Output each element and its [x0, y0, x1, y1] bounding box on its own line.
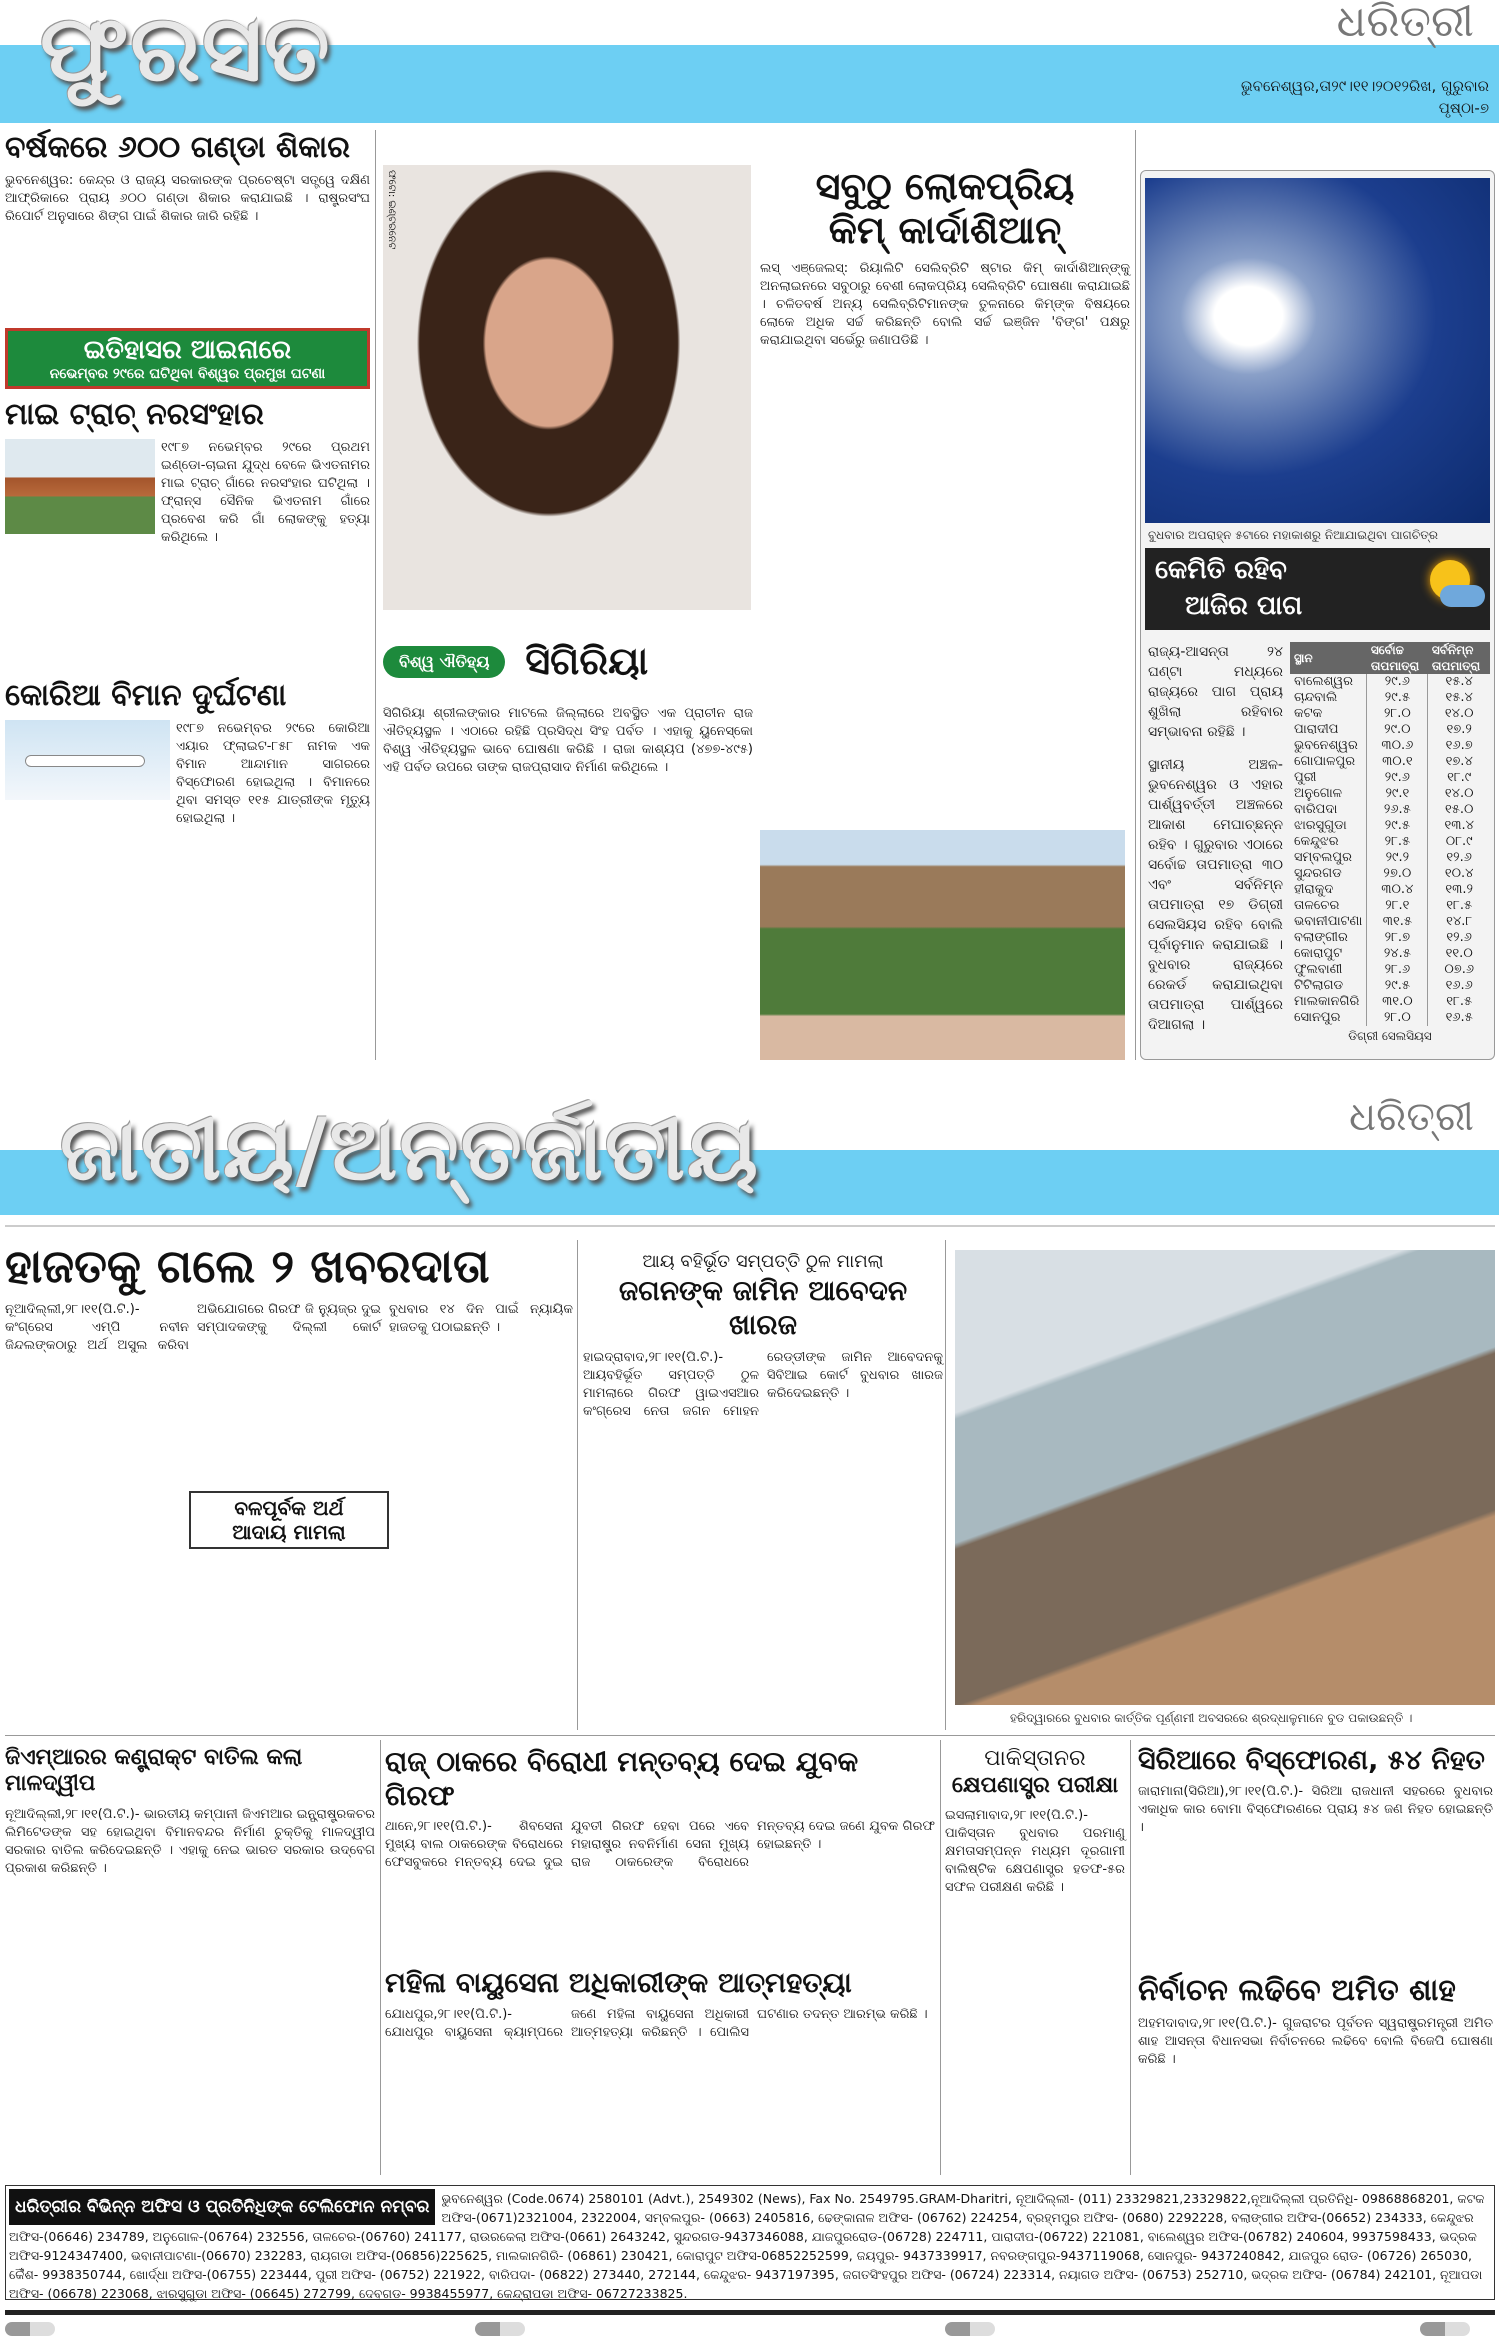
temperature-row: [1290, 850, 1490, 866]
body-mahila: ଯୋଧପୁର,୨୮।୧୧(ପି.ଟି.)- ଯୋଧପୁର ବାୟୁସେନା କ୍ୟାମ୍ପରେ ଜଣେ ମହିଳା ବାୟୁସେନା ଅଧିକାରୀ ଆତ୍ମହତ୍ୟା କରିଛନ୍ତି । ପୋଲିସ ଘଟଣାର ତଦନ୍ତ ଆରମ୍ଭ କରିଛି ।: [385, 2006, 928, 2040]
photo-credit: ଫଟୋ: ଇଣ୍ଟରନେଟ: [386, 170, 397, 250]
max-temp: ୨୯.୫: [1367, 690, 1428, 706]
city-name: ମାଲକାନଗିରି: [1294, 994, 1360, 1009]
divider: [945, 1240, 946, 1730]
min-temp: ୧୫.୪: [1428, 690, 1490, 706]
temperature-table-header: ସ୍ଥାନ: [1294, 651, 1313, 665]
kicker-jagan: ଆୟ ବହିର୍ଭୂତ ସମ୍ପତ୍ତି ଠୁଳ ମାମଲା: [642, 1251, 884, 1272]
temperature-row: [1290, 866, 1490, 882]
min-temp: ୧୩.୨: [1428, 882, 1490, 898]
temperature-row: [1290, 978, 1490, 994]
subhead-line1: ବଳପୂର୍ବକ ଅର୍ଥ: [234, 1495, 344, 1520]
body-korea: ୧୯୮୭ ନଭେମ୍ବର ୨୯ରେ କୋରିଆ ଏୟାର ଫ୍ଲାଇଟ-୮୫୮ ନାମକ ଏକ ବିମାନ ଆନ୍ଦାମାନ ସାଗରରେ ବିସ୍ଫୋରଣ ହୋଇଥିଲା । ବିମାନରେ ଥିବା ସମସ୍ତ ୧୧୫ ଯାତ୍ରୀଙ୍କ ମୃତ୍ୟୁ ହୋଇଥିଲା ।: [176, 721, 370, 826]
body-jagan: ହାଇଦ୍ରାବାଦ,୨୮।୧୧(ପି.ଟି.)- ଆୟବହିର୍ଭୂତ ସମ୍ପତ୍ତି ଠୁଳ ମାମଲାରେ ଗିରଫ ୱାଇଏସଆର କଂଗ୍ରେସ ନେତା ଜଗନ ମୋହନ ରେଡ୍ଡୀଙ୍କ ଜାମିନ ଆବେଦନକୁ ସିବିଆଇ କୋର୍ଟ ବୁଧବାର ଖାରଜ କରିଦେଇଛନ୍ତି ।: [583, 1350, 943, 1420]
min-temp: ୧୭.୪: [1428, 754, 1490, 770]
temperature-table: [1290, 642, 1490, 1026]
body-kim: ଲସ୍ ଏଞ୍ଜେଲସ୍: ରିୟାଲିଟି ସେଲିବ୍ରିଟି ଷ୍ଟାର କିମ୍ କାର୍ଦାଶିଆନ୍ଙ୍କୁ ଅନଲାଇନରେ ସବୁଠାରୁ ବେଶୀ ଲୋକପ୍ରିୟ ସେଲିବ୍ରିଟି ଘୋଷଣା କରାଯାଇଛି । ଚଳିତବର୍ଷ ଅନ୍ୟ ସେଲିବ୍ରିଟିମାନଙ୍କ ତୁଳନାରେ କିମ୍ଙ୍କ ବିଷୟରେ ଲୋକେ ଅଧିକ ସର୍ଚ୍ଚ କରିଛନ୍ତି ବୋଲି ସର୍ଚ୍ଚ ଇଞ୍ଜିନ 'ବିଙ୍ଗ' ପକ୍ଷରୁ କରାଯାଇଥିବା ସର୍ଭେରୁ ଜଣାପଡିଛି ।: [760, 261, 1130, 349]
min-temp: ୧୬.୫: [1428, 1010, 1490, 1026]
weather-state-forecast: ରାଜ୍ୟ-ଆସନ୍ତା ୨୪ ଘଣ୍ଟା ମଧ୍ୟରେ ରାଜ୍ୟରେ ପାଗ ପ୍ରାୟ ଶୁଖିଲା ରହିବାର ସମ୍ଭାବନା ରହିଛି ।: [1148, 644, 1283, 740]
body-raj: ଥାନେ,୨୮।୧୧(ପି.ଟି.)- ଶିବସେନା ମୁଖ୍ୟ ବାଲ ଠାକରେଙ୍କ ବିରୋଧରେ ଫେସବୁକରେ ମନ୍ତବ୍ୟ ଦେଇ ଦୁଇ ଯୁବତୀ ଗିରଫ ହେବା ପରେ ଏବେ ମହାରାଷ୍ଟ୍ର ନବନିର୍ମାଣ ସେନା ମୁଖ୍ୟ ରାଜ ଠାକରେଙ୍କ ବିରୋଧରେ ମନ୍ତବ୍ୟ ଦେଇ ଜଣେ ଯୁବକ ଗିରଫ ହୋଇଛନ୍ତି ।: [385, 1819, 935, 1871]
divider: [375, 130, 376, 1060]
divider: [940, 1740, 941, 2175]
headline-kim-line2: କିମ୍ କାର୍ଦାଶିଆନ୍: [828, 207, 1062, 252]
divider: [5, 1225, 1495, 1227]
divider: [1130, 1740, 1131, 2175]
max-temp: ୨୯.୧: [1367, 786, 1428, 802]
headline-amit: ନିର୍ବାଚନ ଲଢିବେ ଅମିତ ଶାହ: [1138, 1973, 1456, 2008]
city-name: ହୀରାକୁଦ: [1294, 882, 1334, 897]
max-temp: ୨୭.୦: [1367, 866, 1428, 882]
temperature-row: [1290, 930, 1490, 946]
body-mylai-cont: [5, 534, 370, 674]
page-marks: [0, 2322, 1499, 2336]
headline-mylai: ମାଇ ଟ୍ରାଚ୍ ନରସଂହାର: [5, 397, 264, 432]
map-caption: ବୁଧବାର ଅପରାହ୍ନ ୫ଟାରେ ମହାକାଶରୁ ନିଆଯାଇଥିବା ପାଗଚିତ୍ର: [1148, 528, 1438, 542]
min-temp: ୧୪.୦: [1428, 786, 1490, 802]
headline-syria: ସିରିଆରେ ବିସ୍ଫୋରଣ, ୫୪ ନିହତ: [1138, 1745, 1485, 1776]
max-temp: ୨୮.୦: [1367, 1010, 1428, 1026]
headline-hajat: ହାଜତକୁ ଗଲେ ୨ ଖବରଦାତା: [5, 1239, 490, 1293]
min-temp: ୧୭.୨: [1428, 722, 1490, 738]
city-name: ଭବାନୀପାଟଣା: [1294, 914, 1363, 929]
headline-mahila: ମହିଳା ବାୟୁସେନା ଅଧିକାରୀଙ୍କ ଆତ୍ମହତ୍ୟା: [385, 1966, 852, 1999]
temperature-row: [1290, 770, 1490, 786]
section-title-fursat: ଫୁରସତ: [40, 0, 332, 102]
divider: [5, 1735, 1495, 1736]
city-name: ସମ୍ବଲପୁର: [1294, 850, 1352, 865]
footer-phone-list: ଭୁବନେଶ୍ୱର (Code.0674) 2580101 (Advt.), 2549302 (News), Fax No. 2549795.GRAM-Dharitri, ନୂଆଦିଲ୍ଲୀ- (011) 23329821,23329822,ନୂଆଦିଲ୍ଲୀ ପ୍ରତିନିଧି- 09868868201, କଟକ ଅଫିସ-(0671)2321004, 2322004, ସମ୍ବଲପୁର- (0663) 2405816, ଢେଙ୍କାନାଳ ଅଫିସ- (06762) 224254, ବ୍ରହ୍ମପୁର ଅଫିସ- (0680) 2292228, ବଲାଙ୍ଗୀର ଅଫିସ-(06652) 234333, କେନ୍ଦୁଝର ଅଫିସ-(06646) 234789, ଅନୁଗୋଳ-(06764) 232556, ତାଳଚେର-(06760) 241177, ରାଉରକେଲା ଅଫିସ-(0661) 2643242, ସୁନ୍ଦରଗଡ-9437346088, ଯାଜପୁରରୋଡ-(06728) 224711, ପାରାଦୀପ-(06722) 221081, ବାଲେଶ୍ୱର ଅଫିସ-(06782) 240604, 9937598433, ଭଦ୍ରକ ଅଫିସ-9124347400, ଭବାନୀପାଟଣା-(06670) 232283, ରାୟଗଡା ଅଫିସ-(06856)225625, ମାଲକାନଗିରି- (06861) 230421, କୋରାପୁଟ ଅଫିସ-06852252599, ଜୟପୁର- 9437339917, ନବରଙ୍ଗପୁର-9437119068, ସୋନପୁର- 9437240842, ଯାଜପୁର ରୋଡ- (06726) 265030, କୈଁଶ- 9938350744, ଖୋର୍ଦ୍ଧା ଅଫିସ-(06755) 223444, ପୁରୀ ଅଫିସ- (06752) 221922, ବାରିପଦା- (06822) 273440, 272144, କେନ୍ଦୁଝର- 9437197395, ଜଗତସିଂହପୁର ଅଫିସ- (06724) 223314, ନୟାଗଡ ଅଫିସ- (06753) 252710, ଭଦ୍ରକ ଅଫିସ- (06784) 242101, ନୂଆପଡା ଅଫିସ- (06678) 223068, ଝାରସୁଗୁଡା ଅଫିସ- (06645) 272799, ଦେବଗଡ- 9938455977, କେନ୍ଦ୍ରାପଡା ଅଫିସ- 06727233825.: [9, 2191, 1485, 2301]
subhead-box: [189, 1491, 389, 1549]
temperature-row: [1290, 914, 1490, 930]
city-name: ଭୁବନେଶ୍ୱର: [1294, 738, 1358, 753]
body-amit: ଅହମଦାବାଦ,୨୮।୧୧(ପି.ଟି.)- ଗୁଜରାଟର ପୂର୍ବତନ ସ୍ୱରାଷ୍ଟ୍ରମନ୍ତ୍ରୀ ଅମିତ ଶାହ ଆସନ୍ତା ବିଧାନସଭା ନିର୍ବାଚନରେ ଲଢିବେ ବୋଲି ବିଜେପି ଘୋଷଣା କରିଛି ।: [1138, 2016, 1493, 2067]
max-temp: ୩୦.୪: [1367, 882, 1428, 898]
dharitri-logo: ଧରିତ୍ରୀ: [1336, 0, 1474, 47]
headline-raj: ରାଜ୍ ଠାକରେ ବିରୋଧୀ ମନ୍ତବ୍ୟ ଦେଇ ଯୁବକ ଗିରଫ: [385, 1745, 859, 1812]
body-syria: ଜାରାମାନା(ସିରିଆ),୨୮।୧୧(ପି.ଟି.)- ସିରିଆ ରାଜଧାନୀ ସହରରେ ବୁଧବାର ଏକାଧିକ କାର ବୋମା ବିସ୍ଫୋରଣରେ ପ୍ରାୟ ୫୪ ଜଣ ନିହତ ହୋଇଛନ୍ତି ।: [1138, 1784, 1493, 1836]
min-temp: ୧୩.୪: [1428, 818, 1490, 834]
itihas-subtitle: ନଭେମ୍ବର ୨୯ରେ ଘଟିଥିବା ବିଶ୍ୱର ପ୍ରମୁଖ ଘଟଣା: [49, 366, 326, 382]
temperature-row: [1290, 786, 1490, 802]
dharitri-logo-2: ଧରିତ୍ରୀ: [1349, 1094, 1474, 1140]
sun-cloud-icon: [1415, 555, 1485, 615]
city-name: ବାଲେଶ୍ୱର: [1294, 674, 1353, 689]
temperature-row: [1290, 994, 1490, 1010]
section-title-national: ଜାତୀୟ/ଅନ୍ତର୍ଜାତୀୟ: [60, 1100, 760, 1200]
haridwar-ghat-photo: [955, 1250, 1495, 1705]
headline-sigiriya: ସିଗିରିୟା: [525, 639, 649, 683]
temperature-unit: ଡିଗ୍ରୀ ସେଲସିୟସ: [1348, 1029, 1432, 1043]
body-sigiriya-cont: [760, 705, 1130, 820]
temperature-row: [1290, 706, 1490, 722]
footer-box: [5, 2185, 1495, 2300]
divider: [380, 1740, 381, 2175]
min-temp: ୧୮.୫: [1428, 994, 1490, 1010]
city-name: ଅନୁଗୋଳ: [1294, 786, 1343, 801]
temperature-row: [1290, 754, 1490, 770]
city-name: କେନ୍ଦୁଝର: [1294, 834, 1339, 849]
min-temp: ୧୬.୭: [1428, 738, 1490, 754]
headline-kim-line1: ସବୁଠୁ ଲୋକପ୍ରିୟ: [815, 164, 1075, 208]
min-temp: ୧୪.୦: [1428, 706, 1490, 722]
kicker-pakistan: ପାକିସ୍ତାନର: [984, 1746, 1086, 1771]
temperature-row: [1290, 674, 1490, 690]
max-temp: ୨୯.୨: [1367, 850, 1428, 866]
max-temp: ୨୯.୫: [1367, 818, 1428, 834]
temperature-row: [1290, 962, 1490, 978]
photo-caption: ହରିଦ୍ୱାରରେ ବୁଧବାର କାର୍ତ୍ତିକ ପୂର୍ଣ୍ଣମୀ ଅବସରରେ ଶ୍ରଦ୍ଧାଳୁମାନେ ବୁଡ ପକାଉଛନ୍ତି ।: [1010, 1711, 1413, 1725]
temperature-row: [1290, 722, 1490, 738]
min-temp: ୧୫.୦: [1428, 802, 1490, 818]
headline-pakistan: କ୍ଷେପଣାସ୍ତ୍ର ପରୀକ୍ଷା: [951, 1773, 1119, 1798]
body-jmr: ନୂଆଦିଲ୍ଲୀ,୨୮।୧୧(ପି.ଟି.)- ଭାରତୀୟ କମ୍ପାନୀ ଜିଏମଆର ଇନ୍ଫ୍ରାଷ୍ଟ୍ରକଚର ଲିମିଟେଡଙ୍କ ସହ ହୋଇଥିବା ବିମାନବନ୍ଦର ନିର୍ମାଣ ଚୁକ୍ତିକୁ ମାଳଦ୍ୱୀପ ସରକାର ବାତିଲ କରିଦେଇଛନ୍ତି । ଏହାକୁ ନେଇ ଭାରତ ସରକାର ଉଦ୍‌ବେଗ ପ୍ରକାଶ କରିଛନ୍ତି ।: [5, 1806, 375, 1876]
max-temp: ୩୦.୬: [1367, 738, 1428, 754]
temperature-row: [1290, 834, 1490, 850]
body-sigiriya: ସିଗିରିୟା ଶ୍ରୀଲଙ୍କାର ମାଟଲେ ଜିଲ୍ଲାରେ ଅବସ୍ଥିତ ଏକ ପ୍ରାଚୀନ ରାଜ ଐତିହ୍ୟସ୍ଥଳ । ଏଠାରେ ରହିଛି ପ୍ରସିଦ୍ଧ ସିଂହ ପର୍ବତ । ଏହାକୁ ୟୁନେସ୍କୋ ବିଶ୍ୱ ଐତିହ୍ୟସ୍ଥଳ ଭାବେ ଘୋଷଣା କରିଛି । ରାଜା କାଶ୍ୟପ (୪୭୭-୪୯୫) ଏହି ପର୍ବତ ଉପରେ ତାଙ୍କ ରାଜପ୍ରାସାଦ ନିର୍ମାଣ କରିଥିଲେ ।: [383, 706, 753, 775]
city-name: ପାରାଦୀପ: [1294, 722, 1339, 737]
min-temp: ୧୮.୫: [1428, 898, 1490, 914]
itihas-box: [5, 328, 370, 389]
temperature-table-header: ସର୍ବନିମ୍ନ ତାପମାତ୍ରା: [1431, 643, 1481, 673]
min-temp: ୦୭.୬: [1428, 962, 1490, 978]
headline-jmr: ଜିଏମ୍ଆରର କଣ୍ଟ୍ରାକ୍ଟ ବାତିଲ କଲା ମାଳଦ୍ୱୀପ: [5, 1745, 303, 1797]
dateline: ଭୁବନେଶ୍ୱର,ତା୨୯।୧୧।୨୦୧୨ରିଖ, ଗୁରୁବାର: [1240, 77, 1489, 95]
min-temp: ୧୪.୮: [1428, 914, 1490, 930]
city-name: ବାରିପଦା: [1294, 802, 1338, 817]
max-temp: ୨୮.୫: [1367, 834, 1428, 850]
headline-korea: କୋରିଆ ବିମାନ ଦୁର୍ଘଟଣା: [5, 678, 287, 713]
temperature-row: [1290, 690, 1490, 706]
badge-world-heritage: ବିଶ୍ୱ ଐତିହ୍ୟ: [383, 646, 505, 678]
max-temp: ୨୮.୭: [1367, 930, 1428, 946]
subhead-line2: ଆଦାୟ ମାମଲା: [232, 1519, 346, 1544]
min-temp: ୧୦.୪: [1428, 866, 1490, 882]
max-temp: ୩୧.୦: [1367, 994, 1428, 1010]
city-name: ଫୁଲବାଣୀ: [1294, 962, 1343, 977]
city-name: ସୋନପୁର: [1294, 1010, 1341, 1025]
temperature-row: [1290, 946, 1490, 962]
weather-title-line2: ଆଜିର ପାଗ: [1185, 591, 1303, 621]
max-temp: ୨୯.୦: [1367, 722, 1428, 738]
city-name: ବଲାଙ୍ଗୀର: [1294, 930, 1348, 945]
min-temp: ୧୬.୬: [1428, 978, 1490, 994]
temperature-row: [1290, 1010, 1490, 1026]
divider: [577, 1240, 578, 1730]
divider: [1135, 130, 1136, 1060]
weather-title-line1: କେମିତି ରହିବ: [1155, 555, 1287, 585]
city-name: କୋରାପୁଟ: [1294, 946, 1343, 961]
min-temp: ୧୫.୪: [1428, 674, 1490, 690]
max-temp: ୨୯.୫: [1367, 978, 1428, 994]
temperature-row: [1290, 738, 1490, 754]
city-name: ଗୋପାଳପୁର: [1294, 754, 1356, 769]
body-hajat: ନୂଆଦିଲ୍ଲୀ,୨୮।୧୧(ପି.ଟି.)- କଂଗ୍ରେସ ଏମ୍ପି ନବୀନ ଜିନ୍ଦଲଙ୍କଠାରୁ ଅର୍ଥ ଅସୁଲ କରିବା ଅଭିଯୋଗରେ ଗିରଫ ଜି ନ୍ୟୁଜ୍ର ଦୁଇ ସମ୍ପାଦକଙ୍କୁ ଦିଲ୍ଲୀ କୋର୍ଟ ବୁଧବାର ୧୪ ଦିନ ପାଇଁ ନ୍ୟାୟିକ ହାଜତକୁ ପଠାଇଛନ୍ତି ।: [5, 1301, 573, 1353]
page-number: ପୃଷ୍ଠା-୭: [1438, 99, 1489, 117]
max-temp: ୨୯.୬: [1367, 770, 1428, 786]
max-temp: ୨୮.୦: [1367, 706, 1428, 722]
city-name: କଟକ: [1294, 706, 1323, 721]
kim-kardashian-photo: [383, 165, 751, 610]
max-temp: ୨୬.୫: [1367, 802, 1428, 818]
max-temp: ୨୪.୫: [1367, 946, 1428, 962]
city-name: ପୁରୀ: [1294, 770, 1317, 785]
body-shikar: ଭୁବନେଶ୍ୱର: କେନ୍ଦ୍ର ଓ ରାଜ୍ୟ ସରକାରଙ୍କ ପ୍ରଚେଷ୍ଟା ସତ୍ତ୍ୱେ ଦକ୍ଷିଣ ଆଫ୍ରିକାରେ ପ୍ରାୟ ୬୦୦ ଗଣ୍ଡା ଶିକାର କରାଯାଇଛି । ରାଷ୍ଟ୍ରସଂଘ ରିପୋର୍ଟ ଅନୁସାରେ ଶିଙ୍ଗ ପାଇଁ ଶିକାର ଜାରି ରହିଛି ।: [5, 173, 370, 224]
body-pakistan: ଇସଲାମାବାଦ,୨୮।୧୧(ପି.ଟି.)- ପାକିସ୍ତାନ ବୁଧବାର ପରମାଣୁ କ୍ଷମତାସମ୍ପନ୍ନ ମଧ୍ୟମ ଦୂରଗାମୀ ବାଲିଷ୍ଟିକ କ୍ଷେପଣାସ୍ତ୍ର ହତଫ-୫ର ସଫଳ ପରୀକ୍ଷଣ କରିଛି ।: [945, 1808, 1125, 1896]
min-temp: ୧୧.୦: [1428, 946, 1490, 962]
temperature-row: [1290, 882, 1490, 898]
temperature-row: [1290, 898, 1490, 914]
pagoda-photo: [5, 439, 155, 534]
footer-title: ଧରିତ୍ରୀର ବିଭିନ୍ନ ଅଫିସ ଓ ପ୍ରତିନିଧିଙ୍କ ଟେଲିଫୋନ ନମ୍ବର: [9, 2189, 435, 2225]
max-temp: ୩୧.୫: [1367, 914, 1428, 930]
body-mylai: ୧୯୮୭ ନଭେମ୍ବର ୨୯ରେ ପ୍ରଥମ ଇଣ୍ଡୋ-ଚାଇନା ଯୁଦ୍ଧ ବେଳେ ଭିଏତନାମର ମାଇ ଟ୍ରାଚ୍ ଗାଁରେ ନରସଂହାର ଘଟିଥିଲା । ଫ୍ରାନ୍ସ ସୈନିକ ଭିଏତନାମ ଗାଁରେ ପ୍ରବେଶ କରି ଗାଁ ଲୋକଙ୍କୁ ହତ୍ୟା କରିଥିଲେ ।: [161, 440, 370, 545]
max-temp: ୨୮.୬: [1367, 962, 1428, 978]
temperature-row: [1290, 802, 1490, 818]
weather-local-forecast: ସ୍ଥାନୀୟ ଅଞ୍ଚଳ- ଭୁବନେଶ୍ୱର ଓ ଏହାର ପାର୍ଶ୍ୱବର୍ତ୍ତୀ ଅଞ୍ଚଳରେ ଆକାଶ ମେଘାଚ୍ଛନ୍ନ ରହିବ । ଗୁରୁବାର ଏଠାରେ ସର୍ବୋଚ୍ଚ ତାପମାତ୍ରା ୩୦ ଏବଂ ସର୍ବନିମ୍ନ ତାପମାତ୍ରା ୧୭ ଡିଗ୍ରୀ ସେଲସିୟସ ରହିବ ବୋଲି ପୂର୍ବାନୁମାନ କରାଯାଇଛି । ବୁଧବାର ରାଜ୍ୟରେ ରେକର୍ଡ କରାଯାଇଥିବା ତାପମାତ୍ରା ପାର୍ଶ୍ୱରେ ଦିଆଗଲା ।: [1148, 757, 1283, 1033]
min-temp: ୦୮.୯: [1428, 834, 1490, 850]
footer-rule: [5, 2310, 1495, 2315]
max-temp: ୨୮.୧: [1367, 898, 1428, 914]
sigiriya-rock-photo: [760, 830, 1125, 1060]
city-name: ଝାରସୁଗୁଡା: [1294, 818, 1347, 833]
max-temp: ୩୦.୧: [1367, 754, 1428, 770]
min-temp: ୧୨.୬: [1428, 850, 1490, 866]
temperature-row: [1290, 818, 1490, 834]
airplane-photo: [5, 720, 170, 800]
temperature-table-header: ସର୍ବୋଚ୍ଚ ତାପମାତ୍ରା: [1370, 643, 1420, 673]
satellite-weather-map: [1145, 178, 1490, 523]
city-name: ସୁନ୍ଦରଗଡ: [1294, 866, 1342, 881]
city-name: ଚାନ୍ଦବାଲି: [1294, 690, 1338, 705]
city-name: ଟିଟିଲାଗଡ: [1294, 978, 1344, 993]
itihas-title: ଇତିହାସର ଆଇନାରେ: [83, 335, 292, 365]
min-temp: ୧୮.୯: [1428, 770, 1490, 786]
max-temp: ୨୯.୬: [1367, 674, 1428, 690]
headline-kim: [760, 165, 1130, 252]
city-name: ତାଳଚେର: [1294, 898, 1340, 913]
min-temp: ୧୨.୬: [1428, 930, 1490, 946]
headline-jagan: ଜଗନଙ୍କ ଜାମିନ ଆବେଦନ ଖାରଜ: [618, 1274, 908, 1341]
headline-shikar: ବର୍ଷକରେ ୬୦୦ ଗଣ୍ଡା ଶିକାର: [5, 130, 351, 165]
